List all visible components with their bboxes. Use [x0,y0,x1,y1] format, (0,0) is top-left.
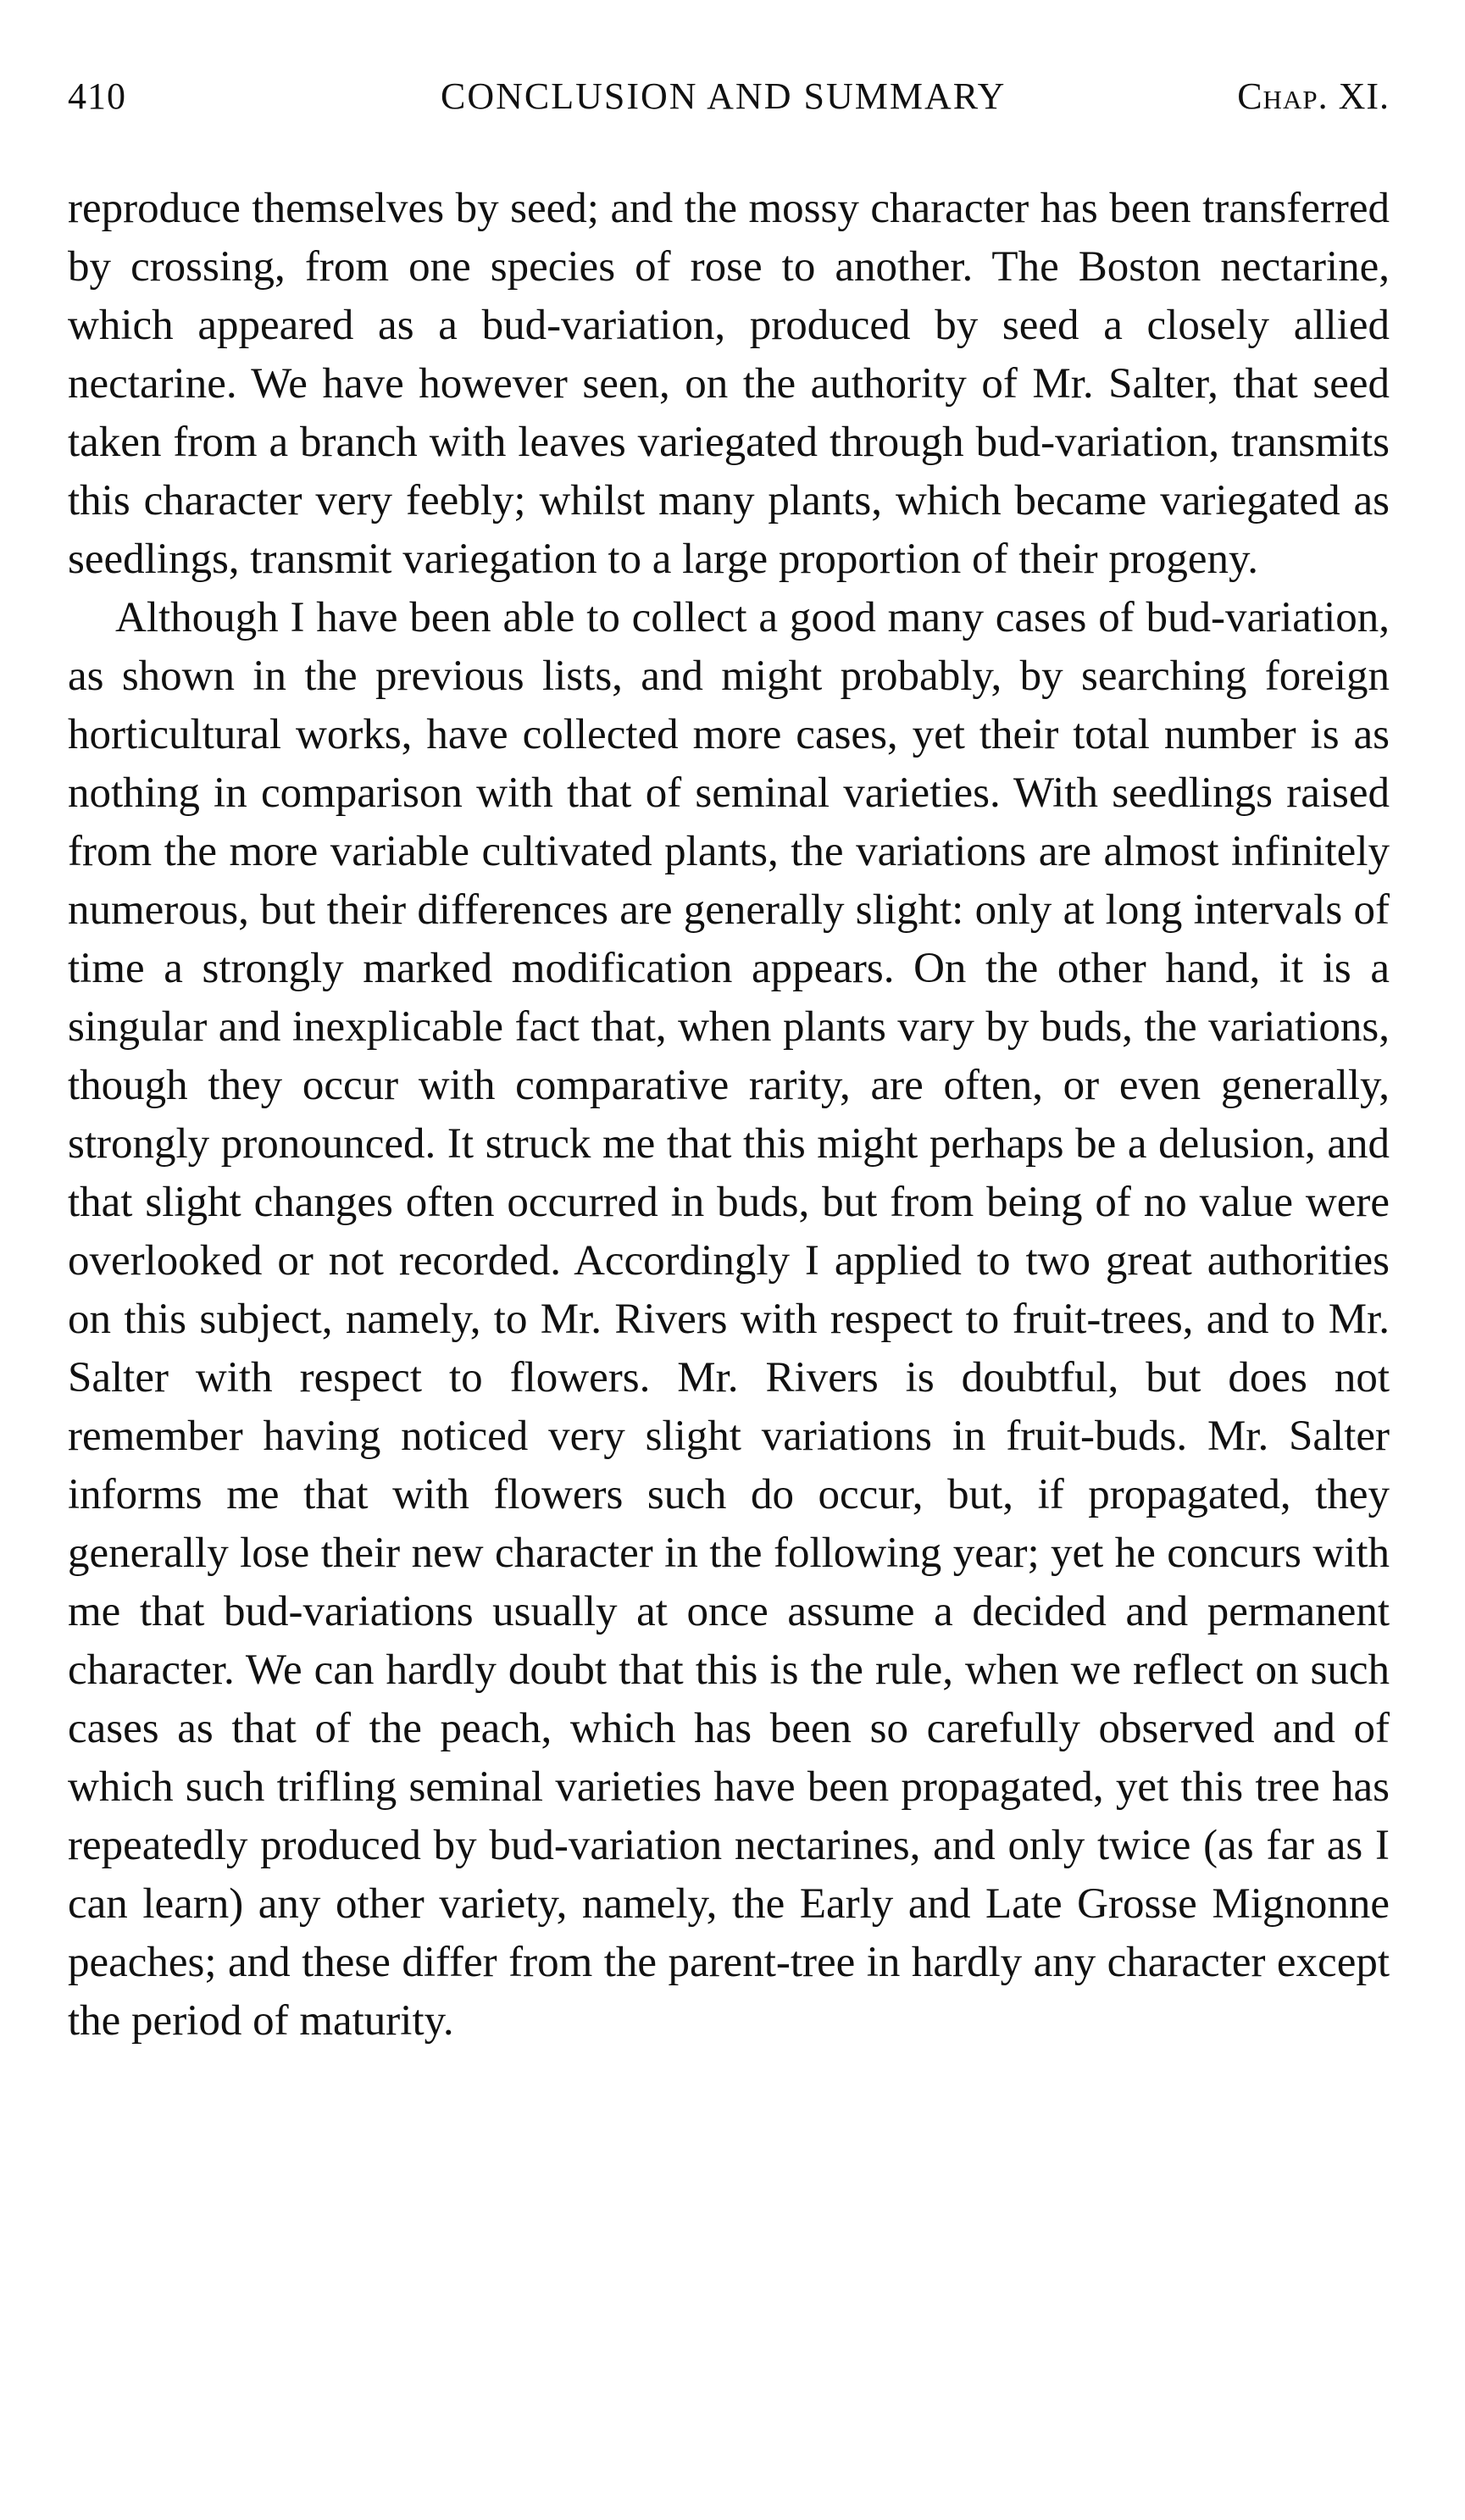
page-number: 410 [68,75,126,117]
paragraph-continued: reproduce themselves by seed; and the mossy character has been transferred by crossing, from one species of rose to another. The Boston nectarine, which appeared as a bud-variation, produced by seed a closely allied nectarine. We have however seen, on the authority of Mr. Salter, that seed taken from a branch with leaves variegated through bud-variation, transmits this character very feebly; whilst many plants, which became variegated as seedlings, transmit variegation to a large proportion of their progeny. [68,185,1390,583]
chapter-label: Chap. XI. [1237,75,1390,117]
body-text [68,180,1390,2051]
running-head: CONCLUSION AND SUMMARY [441,75,1007,117]
paragraph: Although I have been able to collect a good many cases of bud-variation, as shown in the previous lists, and might probably, by searching foreign horticultural works, have collected more cases, yet their total number is as nothing in comparison with that of seminal varieties. With seedlings raised from the more variable cultivated plants, the variations are almost infinitely numerous, but their differences are generally slight: only at long intervals of time a strongly marked modification appears. On the other hand, it is a singular and inexplicable fact that, when plants vary by buds, the variations, though they occur with comparative rarity, are often, or even generally, strongly pronounced. It struck me that this might perhaps be a delusion, and that slight changes often occurred in buds, but from being of no value were overlooked or not recorded. Accordingly I applied to two great authorities on this subject, namely, to Mr. Rivers with respect to fruit-trees, and to Mr. Salter with respect to flowers. Mr. Rivers is doubtful, but does not remember having noticed very slight variations in fruit-buds. Mr. Salter informs me that with flowers such do occur, but, if propagated, they generally lose their new character in the following year; yet he concurs with me that bud-variations usually at once assume a decided and permanent character. We can hardly doubt that this is the rule, when we reflect on such cases as that of the peach, which has been so carefully observed and of which such trifling seminal varieties have been propagated, yet this tree has repeatedly produced by bud-variation nectarines, and only twice (as far as I can learn) any other variety, namely, the Early and Late Grosse Mignonne peaches; and these differ from the parent-tree in hardly any character except the period of maturity. [68,594,1390,2045]
page-header [68,75,1390,134]
